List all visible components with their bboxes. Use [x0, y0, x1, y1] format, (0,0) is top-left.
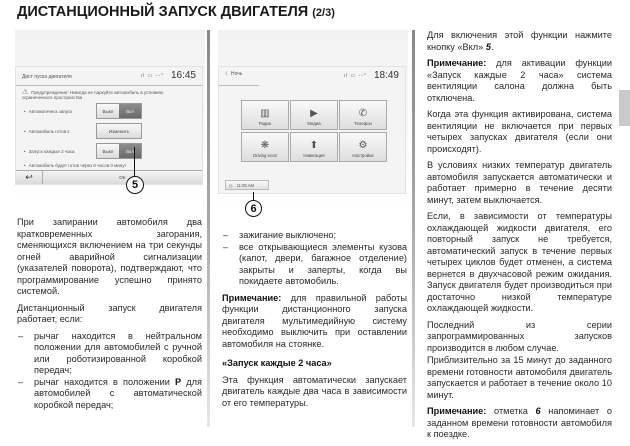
list-item: – все открывающиеся элементы кузова (капот, двери, багажное отделение) закрыты и заперты, когда вы покидаете автомобиль.	[222, 242, 407, 288]
status-icons: ıl ▭ --°	[140, 73, 164, 79]
clock: 16:45	[170, 70, 196, 81]
row-ready-in-label: • Автомобиль будет готов через 0 часов 0 минут	[24, 163, 127, 168]
phone-icon: ✆	[358, 108, 368, 119]
note-paragraph: Примечание: для правильной работы функции дистанционного запуска двигателя мультимедийную систему необходимо выключить при оставлении автомобиля на стоянке.	[222, 292, 407, 349]
callout-5: 5	[126, 176, 144, 194]
row-ready-at-label: • Автомобиль готов к	[24, 129, 69, 134]
back-icon: ↩	[25, 172, 33, 182]
screen-remote-start-settings	[15, 66, 203, 185]
eco-icon: ❋	[260, 140, 270, 151]
tile-radio[interactable]	[241, 100, 289, 130]
tile-label: Навигация	[303, 153, 325, 158]
callout-6: 6	[245, 200, 262, 217]
page-title-text: ДИСТАНЦИОННЫЙ ЗАПУСК ДВИГАТЕЛЯ	[17, 4, 309, 20]
gear-icon: ⚙	[358, 140, 368, 151]
note-label: Примечание:	[222, 292, 282, 303]
tile-navigation[interactable]	[290, 132, 338, 162]
tile-label: Настройка	[352, 153, 374, 158]
clock-icon: ◷	[229, 182, 233, 188]
change-ready-time-button[interactable]: Изменить	[96, 123, 142, 139]
tile-settings[interactable]	[339, 132, 387, 162]
list-item: – зажигание выключено;	[222, 230, 407, 242]
every-2h-toggle[interactable]	[96, 143, 142, 159]
media-play-icon: ▶	[310, 108, 318, 119]
tile-phone[interactable]	[339, 100, 387, 130]
row-auto-start-label: • Автоматическ запуск	[24, 109, 72, 114]
section-heading: «Запуск каждые 2 часа»	[222, 358, 332, 368]
navigation-arrow-icon: ⬆	[309, 140, 319, 151]
paragraph: Эта функция автоматически запускает двигатель каждые два часа в зависимости от его температуры.	[222, 374, 407, 408]
column-divider	[412, 30, 415, 427]
screen-header	[16, 67, 202, 86]
tile-label: Driving eco2	[253, 153, 277, 158]
conditions-list	[17, 331, 202, 412]
paragraph: Приблизительно за 15 минут до заданного времени готовности автомобиля двигатель запускается и работает в течение около 10 минут.	[427, 355, 612, 400]
illustration-home-screen	[218, 30, 408, 215]
conditions-list-continued	[222, 230, 407, 288]
callout-line	[134, 147, 135, 176]
screen-home	[218, 66, 406, 194]
note-paragraph: Примечание: отметка 6 напоминает о заданном времени готовности автомобиля к поездке.	[427, 406, 612, 439]
note-label: Примечание:	[427, 58, 487, 68]
tab-underline	[219, 85, 259, 86]
row-every-2h-label: • Запуск каждые 2 часа	[24, 149, 74, 154]
illustration-remote-start-settings	[15, 30, 205, 200]
warning-message	[22, 90, 192, 100]
paragraph: При запирании автомобиля два кратковременных загорания, сменяющихся включением на три секунды огней аварийной сигнализации (указателей поворота), подтверждают, что программирование успешно принято системой.	[17, 217, 202, 296]
paragraph: Когда эта функция активирована, система вентиляции не включается при первых четырех запусках двигателя (если они происходят).	[427, 109, 612, 154]
tile-driving-eco2[interactable]	[241, 132, 289, 162]
back-button[interactable]	[16, 171, 43, 184]
paragraph: Для включения этой функции нажмите кнопку «Вкл» 5.	[427, 30, 612, 52]
paragraph: Дистанционный запуск двигателя работает, если:	[17, 302, 202, 324]
ready-time-text: 11:05 AM	[236, 182, 255, 188]
page-indicator: (2/3)	[312, 7, 335, 19]
auto-start-toggle[interactable]	[96, 103, 142, 119]
column-divider	[207, 30, 210, 427]
every-2h-off-button[interactable]: Выкл	[97, 144, 119, 158]
screen-header	[219, 67, 405, 85]
list-item: – рычаг находится в нейтральном положении для автомобилей с ручной или роботизированной коробкой передач;	[17, 331, 202, 377]
auto-start-off-button[interactable]: Выкл	[97, 104, 119, 118]
warning-icon: ⚠	[22, 89, 29, 96]
tile-label: Радио	[258, 121, 272, 126]
tile-label: Телефон	[354, 121, 372, 126]
screen-title: Дист пуска двигателя	[22, 74, 72, 80]
page-title	[17, 4, 335, 20]
column-2-text	[222, 230, 407, 414]
note-paragraph: Примечание: для активации функции «Запуск каждые 2 часа» система вентиляции салона должна быть отключена.	[427, 58, 612, 103]
tile-media[interactable]	[290, 100, 338, 130]
status-icons: ıl ▭ --°	[343, 73, 367, 79]
column-1-text	[17, 217, 202, 411]
ready-time-indicator[interactable]	[225, 180, 269, 190]
clock: 18:49	[373, 70, 399, 81]
column-3-text	[427, 30, 612, 446]
note-label: Примечание:	[427, 406, 487, 416]
warning-text: Предупреждение: Никогда не паркуйте автомобиль в условиях ограниченного пространства	[22, 90, 164, 100]
screen-bottom-bar	[16, 170, 202, 184]
every-2h-on-button[interactable]: Вкл	[119, 144, 141, 158]
auto-start-on-button[interactable]: Вкл	[119, 104, 141, 118]
paragraph: В условиях низких температур двигатель автомобиля запускается автоматически и работает примерно в течение десяти минут, затем выключается.	[427, 160, 612, 205]
radio-icon: ▥	[260, 108, 270, 119]
tile-label: Медиа	[307, 121, 321, 126]
night-mode-tab[interactable]: ☾ Ночь	[225, 71, 243, 77]
section-tab-marker	[619, 90, 630, 126]
paragraph: Если, в зависимости от температуры охлаждающей жидкости двигателя, его повторный запуск не требуется, автоматический запуск в течение первых четырех циклов будет отменен, а система вернется в двухчасовой режим ожидания. Запуск двигателя будет производиться при достаточно низкой температуре охлаждающей жидкости.	[427, 211, 612, 313]
ok-button[interactable]: OK	[119, 175, 126, 180]
list-item: – рычаг находится в положении P для автомобилей с автоматической коробкой передач;	[17, 377, 202, 412]
paragraph: Последний из серии запрограммированных запусков производится в любом случае.	[427, 319, 612, 353]
